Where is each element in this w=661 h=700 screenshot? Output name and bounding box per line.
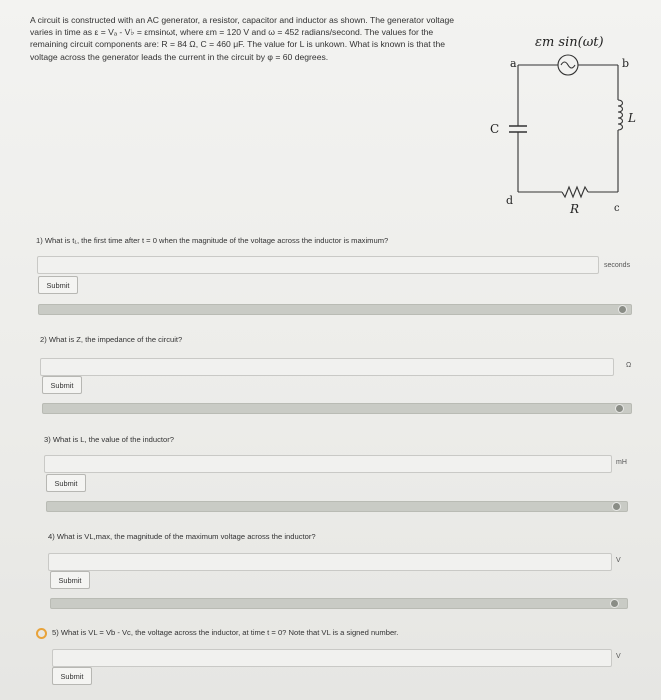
inductor-symbol [618, 100, 623, 130]
question-1-hint-icon[interactable] [618, 305, 627, 314]
question-2-answer-input[interactable] [40, 358, 614, 376]
question-2-text: 2) What is Z, the impedance of the circuit? [40, 335, 183, 344]
question-2-hint-icon[interactable] [615, 404, 624, 413]
resistor-symbol [562, 187, 588, 197]
question-4-text: 4) What is VL,max, the magnitude of the maximum voltage across the inductor? [48, 532, 316, 541]
question-4-submit-button[interactable]: Submit [50, 571, 90, 589]
question-5-text: 5) What is VL = Vb - Vc, the voltage across the inductor, at time t = 0? Note that VL is a signed number. [52, 628, 399, 637]
question-1-unit: seconds [604, 262, 631, 269]
question-4-feedback-bar [50, 598, 628, 609]
source-label: εm sin(ωt) [535, 35, 604, 50]
question-4-hint-icon[interactable] [610, 599, 619, 608]
question-4-unit: V [616, 557, 621, 564]
capacitor-label: C [490, 122, 500, 136]
problem-line-2: varies in time as ε = Vₐ - V♭ = εmsinωt, where εm = 120 V and ω = 452 radians/second. The values for the [30, 27, 434, 38]
node-a-label: a [510, 57, 517, 70]
question-3-submit-button[interactable]: Submit [46, 474, 86, 492]
question-3-text: 3) What is L, the value of the inductor? [44, 435, 175, 444]
node-c-label: c [614, 203, 620, 214]
question-3-feedback-bar [46, 501, 628, 512]
question-5-status-indicator [36, 628, 47, 639]
question-3-answer-input[interactable] [44, 455, 612, 473]
node-b-label: b [622, 57, 630, 70]
problem-line-4: voltage across the generator leads the current in the circuit by φ = 60 degrees. [30, 51, 329, 62]
question-1-feedback-bar [38, 304, 632, 315]
question-2-unit: Ω [626, 362, 632, 369]
question-3-unit: mH [616, 459, 627, 466]
problem-statement [30, 14, 480, 63]
question-1-text: 1) What is t₁, the first time after t = 0 when the magnitude of the voltage across the inductor is maximum? [36, 236, 389, 245]
question-5-unit: V [616, 653, 621, 660]
question-1-submit-button[interactable]: Submit [38, 276, 78, 294]
resistor-label: R [570, 202, 580, 216]
question-2-feedback-bar [42, 403, 632, 414]
inductor-label: L [628, 111, 636, 125]
question-5-submit-button[interactable]: Submit [52, 667, 92, 685]
question-4-answer-input[interactable] [48, 553, 612, 571]
question-1-answer-input[interactable] [37, 256, 599, 274]
question-3-hint-icon[interactable] [612, 502, 621, 511]
problem-line-3: remaining circuit components are: R = 84 Ω, C = 460 μF. The value for L is unkown. What is known is that the [30, 39, 446, 50]
question-2-submit-button[interactable]: Submit [42, 376, 82, 394]
circuit-diagram [488, 10, 648, 220]
problem-line-1: A circuit is constructed with an AC generator, a resistor, capacitor and inductor as shown. The generator voltage [30, 15, 455, 25]
question-5-answer-input[interactable] [52, 649, 612, 667]
node-d-label: d [506, 194, 514, 207]
